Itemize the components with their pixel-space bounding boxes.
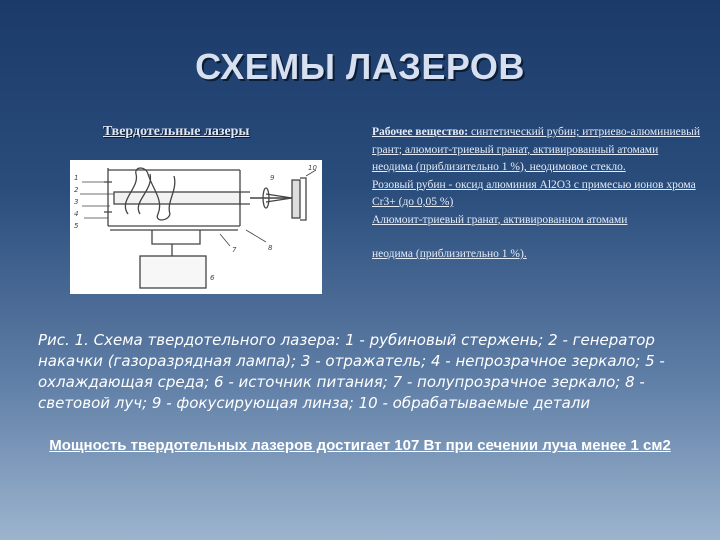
laser-diagram-drawing bbox=[70, 160, 322, 294]
figure-caption: Рис. 1. Схема твердотельного лазера: 1 - рубиновый стержень; 2 - генератор накачки (газоразрядная лампа); 3 - отражатель; 4 - непрозрачное зеркало; 5 - охлаждающая среда; 6 - источник питания; 7 - полупрозрачное зеркало; 8 - световой луч; 9 - фокусирующая линза; 10 - обрабатываемые детали bbox=[38, 331, 665, 412]
diagram-label-5: 5 bbox=[74, 222, 79, 230]
description-line-1: синтетический рубин; иттриево-алюминиевый грант; алюмоит-триевый гранат, активированный атомами неодима (приблизительно 1 %), неодимовое стекло. bbox=[372, 126, 701, 173]
diagram-label-4: 4 bbox=[74, 210, 79, 218]
description-line-4: неодима (приблизительно 1 %). bbox=[372, 248, 527, 260]
diagram-label-10: 10 bbox=[308, 164, 317, 172]
diagram-label-2: 2 bbox=[74, 186, 79, 194]
diagram-label-6: 6 bbox=[210, 274, 215, 282]
power-summary: Мощность твердотельных лазеров достигает 107 Вт при сечении луча менее 1 см2 bbox=[49, 437, 671, 454]
slide-title: СХЕМЫ ЛАЗЕРОВ bbox=[195, 46, 525, 87]
section-subtitle: Твердотельные лазеры bbox=[103, 124, 250, 139]
working-substance-description bbox=[372, 124, 702, 264]
diagram-label-8: 8 bbox=[268, 244, 273, 252]
diagram-label-3: 3 bbox=[74, 198, 79, 206]
description-label: Рабочее вещество: bbox=[372, 126, 469, 138]
description-line-2: Розовый рубин - оксид алюминия Al2O3 с примесью ионов хрома Cr3+ (до 0,05 %) bbox=[372, 178, 696, 208]
laser-diagram bbox=[70, 160, 322, 294]
diagram-label-1: 1 bbox=[74, 174, 79, 182]
diagram-label-9: 9 bbox=[270, 174, 275, 182]
diagram-label-7: 7 bbox=[232, 246, 237, 254]
description-line-3: Алюмоит-триевый гранат, активированном атомами bbox=[372, 213, 628, 226]
